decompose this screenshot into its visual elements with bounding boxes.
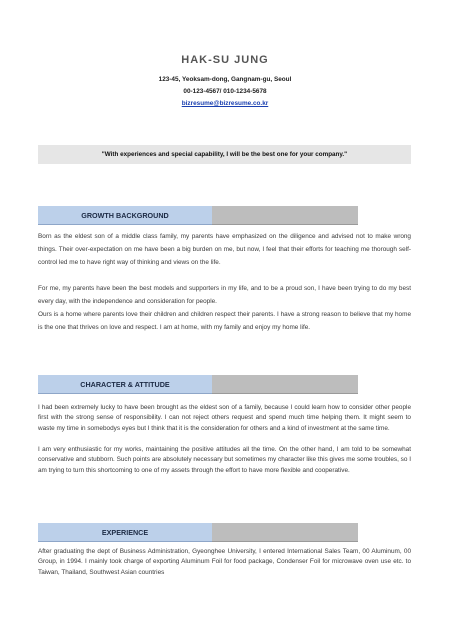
section-header-character [38,375,358,393]
phone-numbers: 00-123-4567/ 010-1234-5678 [183,88,267,95]
section-header-bar [212,375,358,394]
section-header-bar [212,523,358,542]
motto-banner [38,145,411,164]
character-paragraph-1: I had been extremely lucky to have been brought as the eldest son of a family, because I could learn how to consider other people first with the strong sense of responsibility. I can not reject others request and spend much time helping them. It might seem to waste my time in somebodys eyes but I think that it is the consideration for others and a kind of investment at the same time. [38,404,411,432]
character-paragraph-2: I am very enthusiastic for my works, maintaining the positive attitudes all the time. On the other hand, I am told to be somewhat conservative and stubborn. Such points are absolutely necessary but sometimes my character like this gives me some troubles, so I am trying to turn this shortcoming to one of my assets through the effort to have more flexible and cooperative. [38,446,411,474]
growth-paragraph-3: Ours is a home where parents love their children and children respect their parents. I have a strong reason to believe that my home is the one that thrives on love and respect. I am at home, with my family and enjoy my home life. [38,311,411,331]
section-title-growth: GROWTH BACKGROUND [81,210,169,220]
section-title-character: CHARACTER & ATTITUDE [80,379,170,389]
section-title-experience: EXPERIENCE [101,527,149,537]
section-header-experience [38,523,358,541]
experience-paragraph-1: After graduating the dept of Business Administration, Gyeonghee University, I entered International Sales Team, 00 Aluminum, 00 Group, in 1994. I mainly took charge of exporting Aluminum Foil for food package, Condenser Foil for microwave oven use etc. to Taiwan, Thailand, Southwest Asian countries [38,548,411,576]
email-link[interactable]: bizresume@bizresume.co.kr [181,100,269,107]
growth-paragraph-1: Born as the eldest son of a middle class family, my parents have emphasized on the diligence and advised not to make wrong things. Their over-expectation on me have been a big burden on me, but now, I feel that their efforts for teaching me thorough self-control led me to have right way of thinking and views on the life. [38,233,411,266]
section-header-growth [38,206,358,224]
motto-text: "With experiences and special capability, I will be the best one for your company." [101,151,348,158]
growth-paragraph-2: For me, my parents have been the best models and supporters in my life, and to be a proud son, I have been trying to do my best every day, with the independence and consideration for people. [38,285,411,305]
applicant-name: HAK-SU JUNG [181,54,269,66]
section-header-bar [212,206,358,225]
address: 123-45, Yeoksam-dong, Gangnam-gu, Seoul [158,76,292,83]
